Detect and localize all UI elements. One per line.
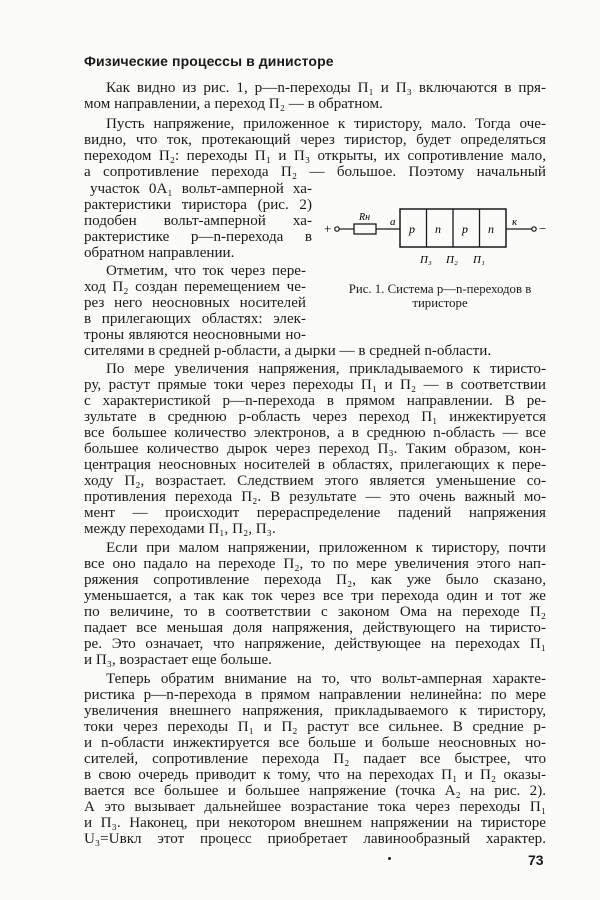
ink-speck [388, 857, 391, 860]
para2-narrow-line4: рактеристике p—n-перехода в [84, 229, 312, 245]
para5-line2: все оно падало на переходе П₂, то по мере увеличения этого нап- [84, 556, 546, 572]
para2-line2: видно, что ток, протекающий через тиристор, будет определяться [84, 132, 546, 148]
section-heading: Физические процессы в динисторе [84, 53, 334, 69]
para4-line4: зультате в среднюю p-область через переход П₁ инжектируется [84, 409, 546, 425]
layer-p1-label: p [409, 222, 415, 236]
para2-narrow-line1: участок 0A₁ вольт-амперной ха- [90, 181, 312, 197]
para2-narrow-line3: подобен вольт-амперной ха- [84, 213, 312, 229]
para6-line5: и n-области инжектируется все больше и больше неосновных но- [84, 735, 546, 751]
caption-line2: тиристоре [412, 296, 468, 310]
layer-n2-label: n [488, 222, 494, 236]
para2-line3: переходом П₂: переходы П₁ и П₃ открыты, их сопротивление мало, [84, 148, 546, 164]
para5-line4: уменьшается, а так как ток через все три перехода один и тот же [84, 588, 546, 604]
para4-line8: ходу П₂, возрастает. Следствием этого является уменьшение со- [84, 473, 546, 489]
para6-line3: увеличения внешнего напряжения, прикладываемого к тиристору, [84, 703, 546, 719]
para2-narrow-line5: обратном направлении. [84, 245, 235, 261]
junction-p3-label: П₃ [420, 254, 432, 266]
para6-line4: токи через переходы П₁ и П₂ растут все сильнее. В средние p- [84, 719, 546, 735]
minus-terminal-label: − [539, 221, 547, 236]
para3-narrow-line5: троны являются неосновными но- [84, 327, 306, 343]
para6-line7: в свою очередь приводит к тому, что на переходах П₁ и П₂ оказы- [84, 767, 546, 783]
para5-line7: ре. Это означает, что напряжение, действующее на переходах П₁ [84, 636, 546, 652]
figure-caption [324, 282, 556, 310]
minus-terminal [532, 227, 536, 231]
para4-line11: между переходами П₁, П₂, П₃. [84, 521, 276, 537]
para6-line10: и П₃. Наконец, при некотором внешнем напряжении на тиристоре [84, 815, 546, 831]
para6-line8: вается все большее и большее напряжение (точка A₂ на рис. 2). [84, 783, 546, 799]
para3-narrow-line3: рез него неосновных носителей [84, 295, 306, 311]
para3-narrow-line2: ход П₂ создан перемещением че- [84, 279, 306, 295]
para4-line2: ру, растут прямые токи через переходы П₁ и П₂ — в соответствии [84, 377, 546, 393]
para3-narrow-line4: в прилегающих областях: элек- [84, 311, 306, 327]
para6-line9: А это вызывает дальнейшее возрастание тока через переходы П₁ [84, 799, 546, 815]
cathode-label: к [512, 216, 518, 228]
para1-line1: Как видно из рис. 1, p—n-переходы П₁ и П₃ включаются в пря- [106, 80, 546, 96]
para6-line1: Теперь обратим внимание на то, что вольт-амперная характе- [106, 671, 546, 687]
para2-line1: Пусть напряжение, приложенное к тиристору, мало. Тогда оче- [106, 116, 546, 132]
caption-line1: Рис. 1. Система p—n-переходов в [348, 282, 532, 296]
para5-line3: ряжения сопротивление перехода П₂, как уже было сказано, [84, 572, 546, 588]
load-resistor [354, 224, 376, 234]
para6-line2: ристика p—n-перехода в прямом направлении нелинейна: по мере [84, 687, 546, 703]
para3-narrow-line1: Отметим, что ток через пере- [106, 263, 306, 279]
para5-line5: по величине, то в соответствии с законом Ома на переходе П₂ [84, 604, 546, 620]
layer-n1-label: n [435, 222, 441, 236]
para4-line7: центрация неосновных носителей в областях, прилегающих к пере- [84, 457, 546, 473]
junction-p1-label: П₁ [473, 254, 485, 266]
para6-line6: сителей, сопротивление перехода П₂ падает все быстрее, что [84, 751, 546, 767]
page-number: 73 [528, 852, 544, 868]
anode-label: a [390, 216, 396, 228]
para4-line10: мент — происходит перераспределение падений напряжения [84, 505, 546, 521]
para4-line1: По мере увеличения напряжения, прикладываемого к тиристо- [106, 361, 546, 377]
para5-line8: и П₃, возрастает еще больше. [84, 652, 272, 668]
para2-narrow-line2: рактеристики тиристора (рис. 2) [84, 197, 312, 213]
para2-line4: а сопротивление перехода П₂ — большое. Поэтому начальный [84, 164, 546, 180]
layer-p2-label: p [462, 222, 468, 236]
resistor-label: Rн [359, 212, 371, 223]
para5-line6: падает все меньшая доля напряжения, действующего на тиристо- [84, 620, 546, 636]
plus-terminal [335, 227, 339, 231]
para6-line11: U₃=Uвкл этот процесс приобретает лавинообразный характер. [84, 831, 546, 847]
para1-line2: мом направлении, а переход П₂ — в обратном. [84, 96, 383, 112]
para4-line6: большее количество дырок через переход П₃. Таким образом, кон- [84, 441, 546, 457]
para4-line3: с характеристикой p—n-перехода в прямом направлении. В ре- [84, 393, 546, 409]
junction-p2-label: П₂ [446, 254, 458, 266]
para4-line9: противления перехода П₂. В результате — это очень важный мо- [84, 489, 546, 505]
para5-line1: Если при малом напряжении, приложенном к тиристору, почти [106, 540, 546, 556]
para4-line5: все большее количество электронов, а в среднюю n-область — все [84, 425, 546, 441]
para3-full-line: сителями в средней p-области, а дырки — в средней n-области. [84, 343, 492, 359]
plus-terminal-label: + [324, 221, 332, 236]
